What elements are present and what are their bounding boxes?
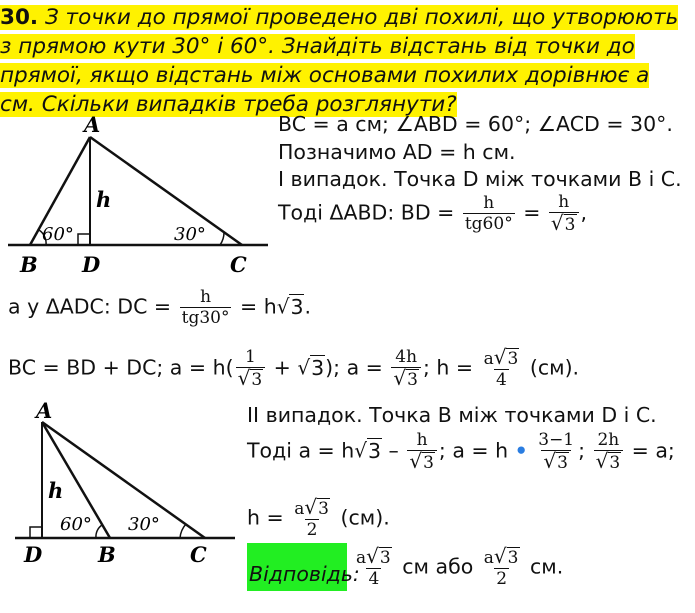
fig1-label-angle-c: 30° xyxy=(174,224,206,245)
fig2-angle-b-arc xyxy=(96,525,102,538)
case1-line2-prefix: a у ΔADC: DC = xyxy=(8,294,172,319)
answer-end: см. xyxy=(530,554,564,579)
fig2-label-h: h xyxy=(48,478,64,503)
fraction-2h-over-sqrt3: $\frac{2h}{√3}$ xyxy=(594,430,624,473)
case2-result xyxy=(247,497,390,540)
fig2-label-angle-c: 30° xyxy=(128,514,160,535)
fraction-1-over-sqrt3: $\frac{1}{√3}$ xyxy=(236,347,266,390)
given-line: BC = a см; ∠ABD = 60°; ∠ACD = 30°. xyxy=(278,112,673,136)
fig2-label-d: D xyxy=(24,542,43,567)
case1-line2: a у ΔADC: DC = $\frac{h}{tg30^\circ}$ = h√3. xyxy=(8,287,312,328)
fraction-h-over-sqrt3: $\frac{h}{√3}$ xyxy=(549,192,579,235)
fig1-label-b: B xyxy=(20,252,38,277)
fraction-h-over-tg60: $\frac{h}{tg60^\circ}$ xyxy=(464,193,513,234)
case2-title: ІІ випадок. Точка B між точками D і C. xyxy=(247,403,657,427)
case1-line1: Тоді ΔABD: BD = $\frac{h}{tg60^\circ}$ = $\frac{h}{√3}$ , xyxy=(278,192,588,235)
task-text: З точки до прямої проведено дві похилі, що утворюють з прямою кути 30° і 60°. Знайдіть відстань від точки до прямої, якщо відстань між основами похилих дорівнює a см. Скільки випадків треба розглянути? xyxy=(0,5,679,117)
answer-fraction-1: $\frac{a√3}{4}$ xyxy=(356,544,391,589)
task-statement xyxy=(0,3,680,119)
fig1-right-angle-mark xyxy=(78,234,90,245)
fig1-segment-ac xyxy=(90,137,242,245)
fig2-label-angle-b: 60° xyxy=(60,514,92,535)
case2-line1: Тоді a = h√3 – $\frac{h}{√3}$ ; a = h • $\frac{3-1}{√3}$ ; $\frac{2h}{√3}$ = a; xyxy=(247,430,675,473)
answer-line xyxy=(352,546,563,589)
fraction-4h-over-sqrt3: $\frac{4h}{√3}$ xyxy=(391,347,421,390)
fig2-label-a: A xyxy=(36,400,53,423)
fig1-label-d: D xyxy=(82,252,101,277)
let-line: Позначимо AD = h см. xyxy=(278,140,516,164)
fig1-label-angle-b: 60° xyxy=(42,224,74,245)
fig1-label-a: A xyxy=(84,112,101,137)
case1-line3: BC = BD + DC; a = h( $\frac{1}{√3}$ + √3); a = $\frac{4h}{√3}$ ; h = $\frac{a√3}{4}$ (см). xyxy=(8,345,580,390)
fig1-label-c: C xyxy=(230,252,247,277)
fraction-h-over-tg30: $\frac{h}{tg30^\circ}$ xyxy=(181,287,230,328)
fraction-3-minus-1-over-sqrt3: $\frac{3-1}{√3}$ xyxy=(538,430,575,473)
fig2-right-angle-mark xyxy=(30,527,42,538)
case2-result-prefix: h = xyxy=(247,505,284,530)
case2-result-suffix: (см). xyxy=(340,505,390,530)
fig2-angle-c-arc xyxy=(180,524,186,538)
fig1-label-h: h xyxy=(96,187,112,212)
answer-fraction-2: $\frac{a√3}{2}$ xyxy=(483,544,519,589)
answer-label: Відповідь: xyxy=(249,562,360,586)
figure-case-1 xyxy=(0,112,270,282)
case1-title: І випадок. Точка D між точками B і C. xyxy=(278,167,682,191)
figure-case-2 xyxy=(0,400,240,570)
fraction-h-over-sqrt3-b: $\frac{h}{√3}$ xyxy=(407,430,437,473)
fig2-label-c: C xyxy=(190,542,207,567)
case1-line1-prefix: Тоді ΔABD: BD = xyxy=(278,200,455,225)
fraction-a-sqrt3-over-2: $\frac{a√3}{2}$ xyxy=(294,495,329,540)
answer-mid: см або xyxy=(402,554,474,579)
task-number: 30. xyxy=(0,5,39,30)
fig2-label-b: B xyxy=(98,542,116,567)
fig1-angle-c-arc xyxy=(220,232,224,245)
multiply-dot: • xyxy=(514,438,528,463)
case1-line3-prefix: BC = BD + DC; a = h( xyxy=(8,355,234,380)
case2-line1-prefix: Тоді a = h xyxy=(247,438,355,463)
fraction-a-sqrt3-over-4: $\frac{a√3}{4}$ xyxy=(483,345,519,390)
